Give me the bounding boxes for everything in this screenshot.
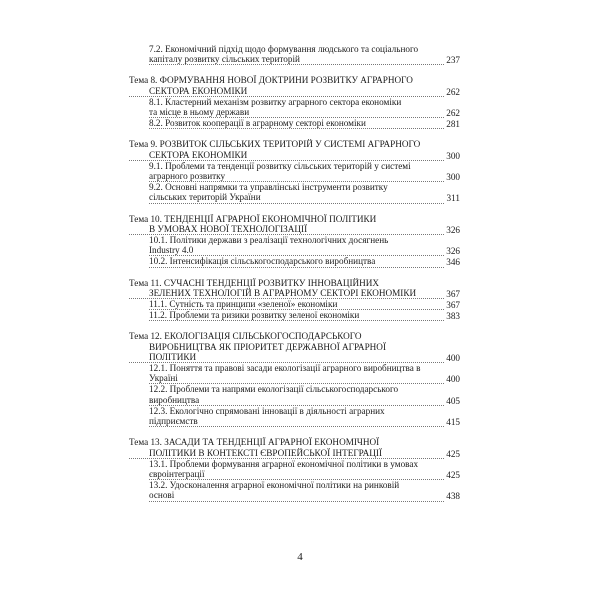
toc-theme-entry xyxy=(129,214,460,235)
toc-subsection-entry xyxy=(129,310,460,321)
toc-entry-text-line: Тема 13. ЗАСАДИ ТА ТЕНДЕНЦІЇ АГРАРНОЇ ЕКОНОМІЧНОЇ xyxy=(129,437,380,448)
toc-page-number: 300 xyxy=(446,150,460,161)
toc-page-number: 262 xyxy=(446,108,460,119)
toc-page-number: 400 xyxy=(446,352,460,363)
toc-theme-entry xyxy=(129,75,460,96)
toc-entry-text-line: 12.3. Екологічно спрямовані інновації в діяльності аграрних xyxy=(149,405,385,416)
toc-subsection-entry xyxy=(129,97,460,118)
toc-entry-text-line: та місце в ньому держави xyxy=(149,107,444,118)
toc-subsection-entry xyxy=(129,480,460,501)
toc-entry-text-line: 10.2. Інтенсифікація сільськогосподарського виробництва xyxy=(149,256,444,267)
toc-entry-text-line: ЗЕЛЕНИХ ТЕХНОЛОГІЙ В АГРАРНОМУ СЕКТОРІ ЕКОНОМІКИ xyxy=(129,288,444,299)
toc-entry-text-line: сільських територій України xyxy=(149,192,444,203)
toc-subsection-entry xyxy=(129,459,460,480)
toc-entry-text-line: ПОЛІТИКИ xyxy=(129,352,444,363)
toc-subsection-entry xyxy=(129,363,460,384)
toc-entry-text-line: 11.2. Проблеми та ризики розвитку зеленої економіки xyxy=(149,310,444,321)
toc-page-number: 425 xyxy=(446,469,460,480)
toc-entry-text-line: Тема 8. ФОРМУВАННЯ НОВОЇ ДОКТРИНИ РОЗВИТКУ АГРАРНОГО xyxy=(129,75,413,86)
toc-page-number: 400 xyxy=(446,374,460,385)
toc-entry-text-line: Тема 11. СУЧАСНІ ТЕНДЕНЦІЇ РОЗВИТКУ ІННОВАЦІЙНИХ xyxy=(129,277,380,288)
toc-page-number: 438 xyxy=(446,491,460,502)
toc-page-number: 367 xyxy=(446,288,460,299)
toc-subsection-entry xyxy=(129,299,460,310)
toc-entry-text-line: 8.2. Розвиток кооперації в аграрному секторі економіки xyxy=(149,118,444,129)
toc-page-number: 326 xyxy=(446,224,460,235)
toc-theme-entry xyxy=(129,139,460,160)
toc-subsection-entry xyxy=(129,44,460,65)
toc-entry-text-line: 9.2. Основні напрямки та управлінські інструменти розвитку xyxy=(149,182,388,193)
toc-entry-text-line: Industry 4.0 xyxy=(149,245,444,256)
toc-entry-text-line: капіталу розвитку сільських територій xyxy=(149,54,444,65)
toc-subsection-entry xyxy=(129,182,460,203)
toc-subsection-entry xyxy=(129,235,460,256)
toc-entry-text-line: 11.1. Сутність та принципи «зеленої» економіки xyxy=(149,299,444,310)
toc-entry-text-line: 12.1. Поняття та правові засади екологізації аграрного виробництва в xyxy=(149,363,421,374)
toc-entry-text-line: 10.1. Політики держави з реалізації технологічних досягнень xyxy=(149,235,389,246)
toc-page-number: 237 xyxy=(446,55,460,66)
toc-entry-text-line: 8.1. Кластерний механізм розвитку аграрного сектора економіки xyxy=(149,96,402,107)
toc-page-number: 367 xyxy=(446,300,460,311)
toc-page-number: 383 xyxy=(446,311,460,322)
toc-subsection-entry xyxy=(129,384,460,405)
toc-page-number: 326 xyxy=(446,246,460,257)
toc-page-number: 425 xyxy=(446,448,460,459)
toc-subsection-entry xyxy=(129,118,460,129)
toc-entry-text-line: Україні xyxy=(149,373,444,384)
toc-entry-text-line: 13.2. Удосконалення аграрної економічної політики на ринковій xyxy=(149,480,400,491)
toc-theme-entry xyxy=(129,437,460,458)
toc-entry-text-line: Тема 12. ЕКОЛОГІЗАЦІЯ СІЛЬСЬКОГОСПОДАРСЬКОГО xyxy=(129,331,362,342)
toc-entry-text-line: Тема 10. ТЕНДЕНЦІЇ АГРАРНОЇ ЕКОНОМІЧНОЇ ПОЛІТИКИ xyxy=(129,213,377,224)
toc-theme-entry xyxy=(129,278,460,299)
toc-entry-text-line: В УМОВАХ НОВОЇ ТЕХНОЛОГІЗАЦІЇ xyxy=(129,224,444,235)
toc-entry-text-line: основі xyxy=(149,490,444,501)
toc-entry-text-line: 9.1. Проблеми та тенденції розвитку сільських територій у системі xyxy=(149,160,411,171)
toc-page-number: 346 xyxy=(446,257,460,268)
toc-page-number: 300 xyxy=(446,172,460,183)
toc-page-number: 405 xyxy=(446,395,460,406)
toc-entry-text-line: євроінтеграції xyxy=(149,469,444,480)
toc-theme-entry xyxy=(129,331,460,363)
toc-entry-text-line: Тема 9. РОЗВИТОК СІЛЬСЬКИХ ТЕРИТОРІЙ У СИСТЕМІ АГРАРНОГО xyxy=(129,139,421,150)
toc-entry-text-line: ПОЛІТИКИ В КОНТЕКСТІ ЄВРОПЕЙСЬКОЇ ІНТЕГРАЦІЇ xyxy=(129,448,444,459)
page-number: 4 xyxy=(297,551,303,563)
toc-entry-text-line: виробництва xyxy=(149,395,444,406)
toc-entry-text-line: 12.2. Проблеми та напрями екологізації сільськогосподарського xyxy=(149,384,399,395)
toc-entry-text-line: 13.1. Проблеми формування аграрної економічної політики в умовах xyxy=(149,458,419,469)
table-of-contents xyxy=(129,44,460,502)
toc-page-number: 311 xyxy=(446,193,460,204)
toc-subsection-entry xyxy=(129,256,460,267)
toc-entry-text-line: СЕКТОРА ЕКОНОМІКИ xyxy=(129,86,444,97)
toc-page-number: 281 xyxy=(446,119,460,130)
toc-entry-text-line: 7.2. Економічний підхід щодо формування людського та соціального xyxy=(149,44,419,54)
toc-page-number: 262 xyxy=(446,86,460,97)
toc-entry-text-line: підприємств xyxy=(149,416,444,427)
toc-entry-text-line: ВИРОБНИЦТВА ЯК ПРІОРИТЕТ ДЕРЖАВНОЇ АГРАРНОЇ xyxy=(149,341,387,352)
toc-page-number: 415 xyxy=(446,417,460,428)
toc-entry-text-line: аграрного розвитку xyxy=(149,171,444,182)
toc-subsection-entry xyxy=(129,161,460,182)
toc-subsection-entry xyxy=(129,406,460,427)
toc-entry-text-line: СЕКТОРА ЕКОНОМІКИ xyxy=(129,150,444,161)
